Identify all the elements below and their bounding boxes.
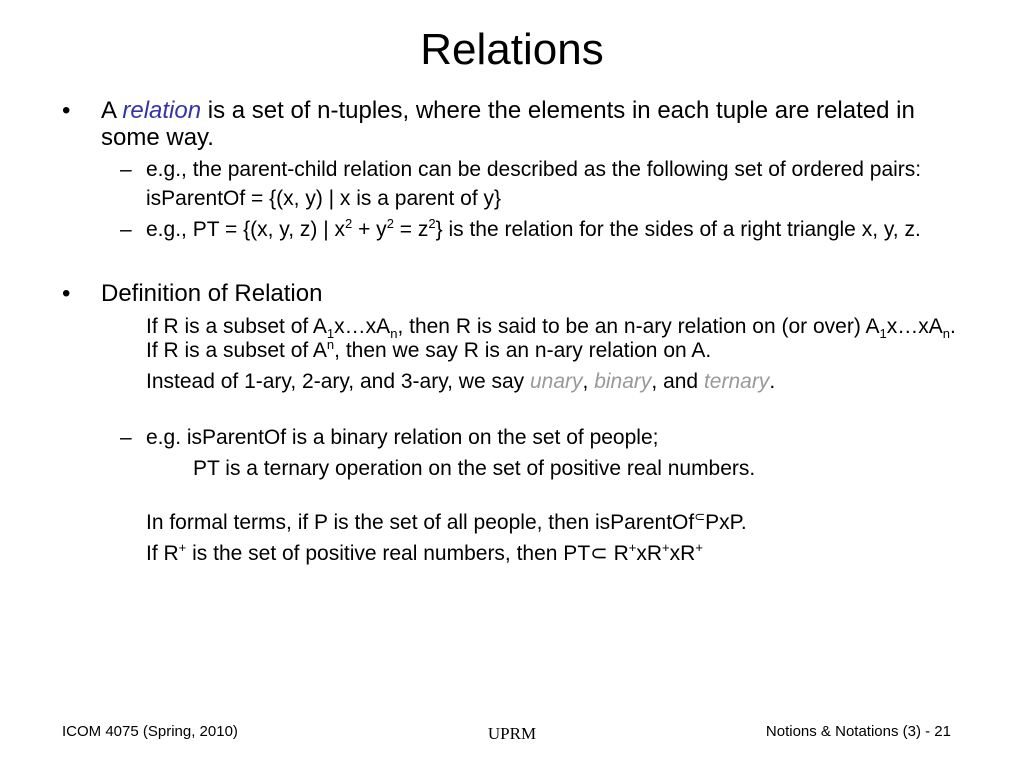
text: x…xA (334, 315, 391, 338)
text: e.g., the parent-child relation can be described as the following set of ordered pairs: (146, 158, 922, 181)
text: If R is a subset of A (146, 315, 327, 338)
sup: + (178, 540, 187, 555)
ternary-example: PT is a ternary operation on the set of positive real numbers. (193, 457, 756, 480)
dash-mark: – (120, 158, 132, 181)
text: is the set of positive real numbers, then PT (186, 542, 591, 565)
sub: 1 (879, 326, 887, 342)
text: , (582, 370, 595, 393)
text: = z (393, 218, 429, 241)
dash-mark: – (120, 218, 132, 241)
text: xR (669, 542, 696, 565)
footer-institution: UPRM (487, 724, 537, 743)
slide-title: Relations (420, 25, 604, 74)
text: Definition of Relation (101, 280, 323, 307)
footer-course: ICOM 4075 (Spring, 2010) (62, 723, 238, 740)
text: xR (636, 542, 663, 565)
text: is a set of n-tuples, where the elements in each tuple are related in some way. (101, 97, 915, 151)
formal-terms (146, 511, 958, 535)
sup: n (326, 337, 335, 352)
text: } is the relation for the sides of a right triangle x, y, z. (435, 218, 921, 241)
sub: n (942, 326, 951, 342)
instead-text (146, 370, 958, 394)
bullet-mark: • (62, 280, 71, 307)
text: In formal terms, if P is the set of all people, then isParentOf (146, 511, 695, 534)
term-ternary: ternary (703, 370, 770, 393)
sup: + (628, 540, 637, 555)
sub-bullet-binary-example (120, 426, 956, 450)
sup: 2 (345, 216, 353, 231)
sub-bullet-parent-child (120, 158, 956, 182)
text: . (769, 370, 776, 393)
text: Instead of 1-ary, 2-ary, and 3-ary, we say (146, 370, 530, 393)
text: , and (651, 370, 704, 393)
text: e.g., PT = {(x, y, z) | x (146, 218, 345, 241)
term-relation: relation (122, 97, 202, 124)
sub: n (390, 326, 398, 342)
sub-bullet-pt (120, 216, 956, 242)
sup: + (662, 540, 670, 555)
text: , then we say R is an n-ary relation on A. (334, 339, 712, 362)
sup: 2 (386, 216, 394, 231)
term-binary: binary (594, 370, 652, 393)
slide-content (0, 97, 1024, 566)
term-unary: unary (530, 370, 583, 393)
sup: + (695, 540, 703, 555)
bullet-mark: • (62, 97, 71, 124)
text: e.g. isParentOf is a binary relation on the set of people; (146, 426, 659, 449)
text: . If R is a subset of A (146, 315, 956, 362)
positive-reals (146, 542, 958, 566)
text: + y (352, 218, 387, 241)
bullet-relation (62, 97, 951, 151)
subset-symbol: ⊂ (590, 542, 608, 565)
text: A (101, 97, 123, 124)
definition-text (146, 315, 958, 363)
text: PxP. (705, 511, 747, 534)
subset-symbol: ⊂ (694, 509, 706, 524)
text: , then R is said to be an n-ary relation on (or over) A (397, 315, 880, 338)
footer-slide-number: Notions & Notations (3) - 21 (765, 723, 951, 740)
formula-isparentof: isParentOf = {(x, y) | x is a parent of y} (146, 187, 502, 210)
sup: 2 (428, 216, 436, 231)
text: If R (146, 542, 179, 565)
sub: 1 (326, 326, 335, 342)
text: R (607, 542, 629, 565)
text: x…xA (886, 315, 943, 338)
dash-mark: – (120, 426, 132, 449)
bullet-definition (62, 280, 951, 307)
